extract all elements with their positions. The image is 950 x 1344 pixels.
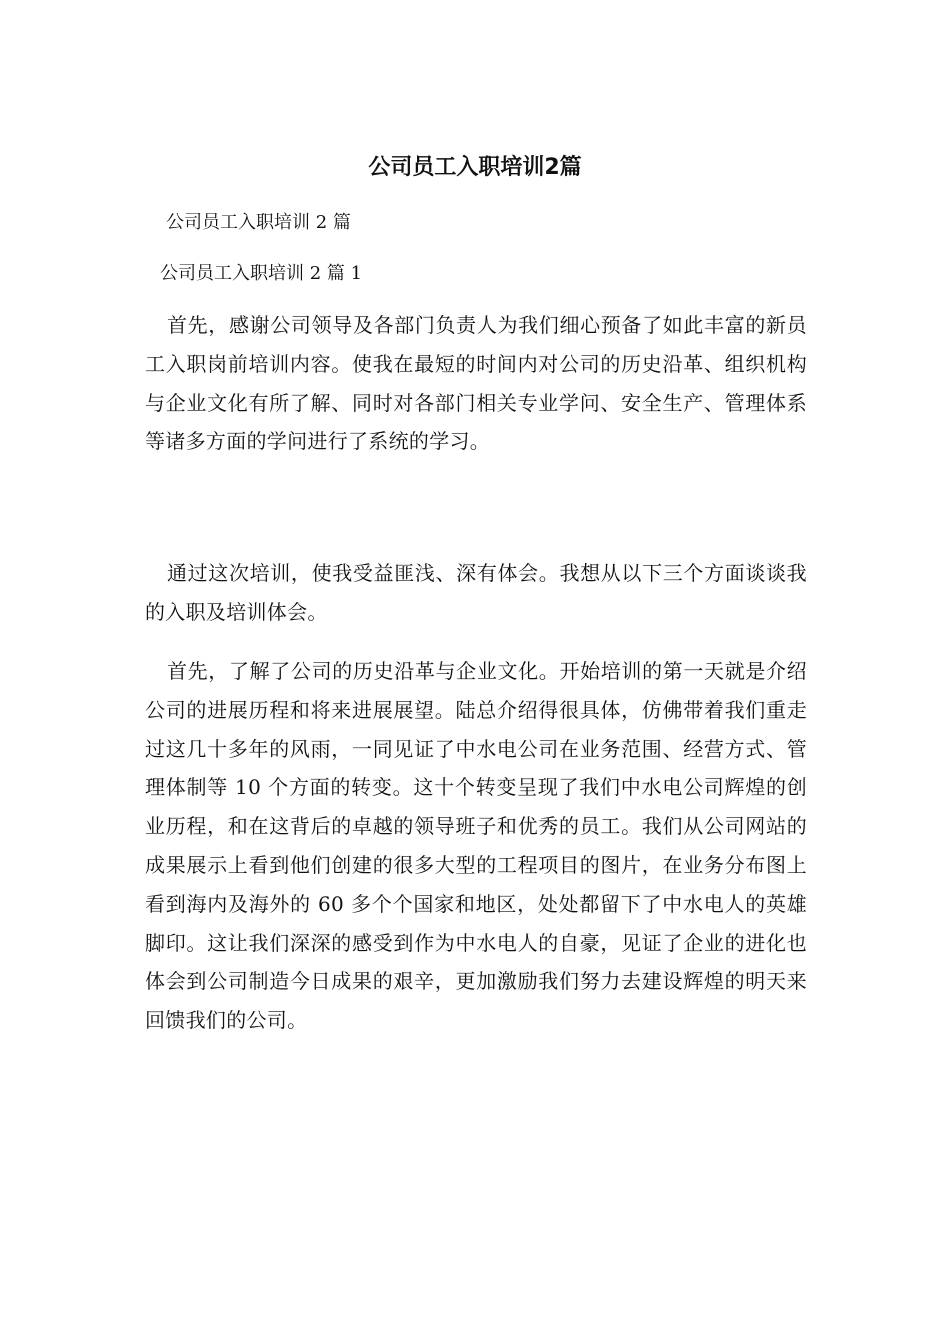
document-subtitle: 公司员工入职培训 2 篇 [166,212,351,233]
paragraph: 首先，了解了公司的历史沿革与企业文化。开始培训的第一天就是介绍公司的进展历程和将来进展展望。陆总介绍得很具体，仿佛带着我们重走过这几十多年的风雨，一同见证了中水电公司在业务范围、经营方式、管理体制等 10 个方面的转变。这十个转变呈现了我们中水电公司辉煌的创业历程，和在这背后的卓越的领导班子和优秀的员工。我们从公司网站的成果展示上看到他们创建的很多大型的工程项目的图片，在业务分布图上看到海内及海外的 60 多个个国家和地区，处处都留下了中水电人的英雄脚印。这让我们深深的感受到作为中水电人的自豪，见证了企业的进化也体会到公司制造今日成果的艰辛，更加激励我们努力去建设辉煌的明天来回馈我们的公司。 [145,659,807,1033]
paragraph: 首先，感谢公司领导及各部门负责人为我们细心预备了如此丰富的新员工入职岗前培训内容。使我在最短的时间内对公司的历史沿革、组织机构与企业文化有所了解、同时对各部门相关专业学问、安全生产、管理体系等诸多方面的学问进行了系统的学习。 [145,313,807,454]
paragraph: 通过这次培训，使我受益匪浅、深有体会。我想从以下三个方面谈谈我的入职及培训体会。 [145,561,807,624]
section-heading: 公司员工入职培训 2 篇 1 [160,263,363,284]
document-title: 公司员工入职培训2篇 [368,155,582,180]
